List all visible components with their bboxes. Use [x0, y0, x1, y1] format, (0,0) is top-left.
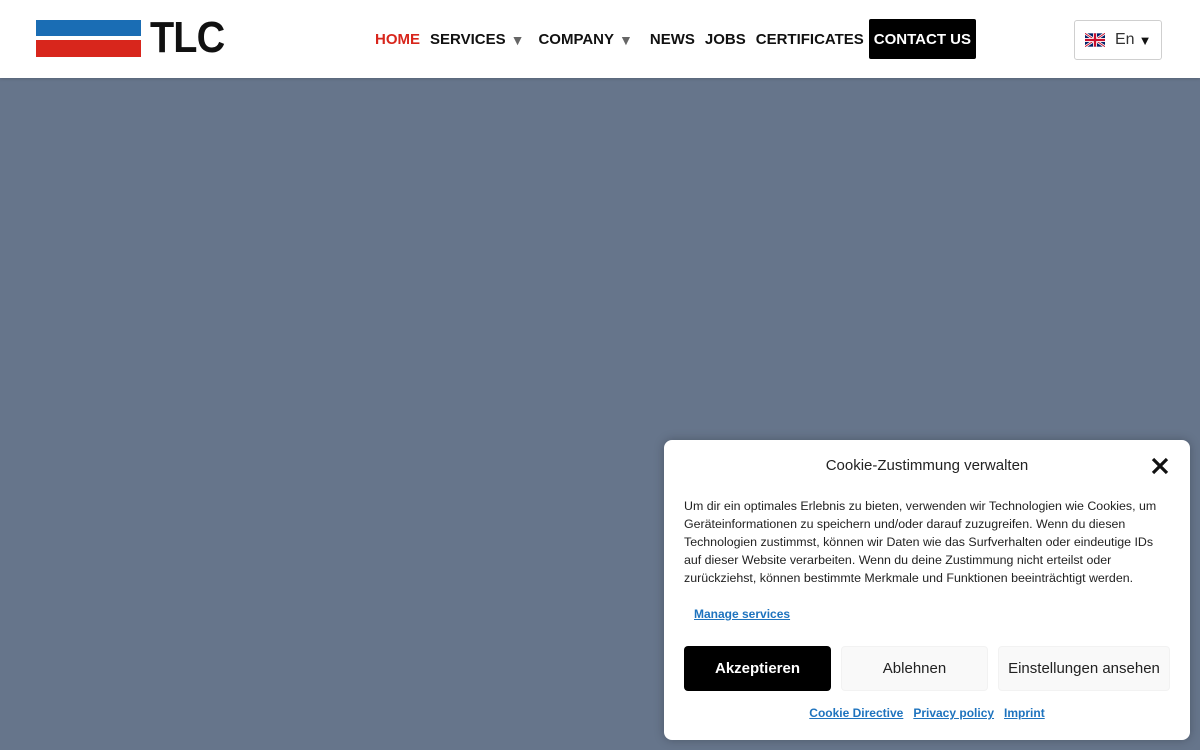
cookie-dialog-links	[664, 706, 1190, 720]
deny-button[interactable]: Ablehnen	[841, 646, 988, 691]
cookie-consent-dialog	[664, 440, 1190, 740]
nav-item-company-label: COMPANY	[538, 30, 615, 48]
chevron-down-icon: ▼	[510, 32, 525, 48]
privacy-policy-link[interactable]: Privacy policy	[913, 706, 995, 720]
nav-item-certificates[interactable]: CERTIFICATES	[755, 30, 864, 48]
cookie-dialog-title: Cookie-Zustimmung verwalten	[825, 457, 1029, 474]
main-nav	[375, 19, 976, 59]
nav-item-news[interactable]: NEWS	[649, 30, 695, 48]
cookie-directive-link[interactable]: Cookie Directive	[809, 706, 904, 720]
imprint-link[interactable]: Imprint	[1004, 706, 1045, 720]
nav-item-services-label: SERVICES	[430, 30, 506, 48]
manage-services-link[interactable]: Manage services	[694, 607, 791, 621]
logo-text: TLC	[150, 13, 225, 62]
view-preferences-button[interactable]: Einstellungen ansehen	[998, 646, 1170, 691]
logo-flag-icon	[36, 20, 141, 57]
close-icon[interactable]	[1149, 455, 1171, 477]
nav-item-company[interactable]	[538, 30, 632, 48]
uk-flag-icon	[1085, 33, 1105, 47]
cookie-dialog-body: Um dir ein optimales Erlebnis zu bieten, verwenden wir Technologien wie Cookies, um Geräteinformationen zu speichern und/oder darauf zuzugreifen. Wenn du diesen Technologien zustimmst, können wir Daten wie das Surfverhalten oder eindeutige IDs auf dieser Website verarbeiten. Wenn du deine Zustimmung nicht erteilst oder zurückziehst, können bestimmte Merkmale und Funktionen beeinträchtigt werden.	[684, 499, 1157, 585]
nav-item-services[interactable]	[430, 30, 524, 48]
language-switcher[interactable]	[1074, 20, 1162, 60]
accept-button[interactable]: Akzeptieren	[684, 646, 831, 691]
chevron-down-icon: ▼	[1138, 32, 1152, 48]
language-label: En	[1115, 31, 1135, 48]
nav-item-home[interactable]: HOME	[375, 30, 420, 48]
site-header	[0, 0, 1200, 78]
nav-item-jobs[interactable]: JOBS	[704, 30, 746, 48]
chevron-down-icon: ▼	[619, 32, 633, 48]
nav-item-contact-button[interactable]: CONTACT US	[869, 19, 976, 59]
site-logo[interactable]	[36, 13, 233, 62]
